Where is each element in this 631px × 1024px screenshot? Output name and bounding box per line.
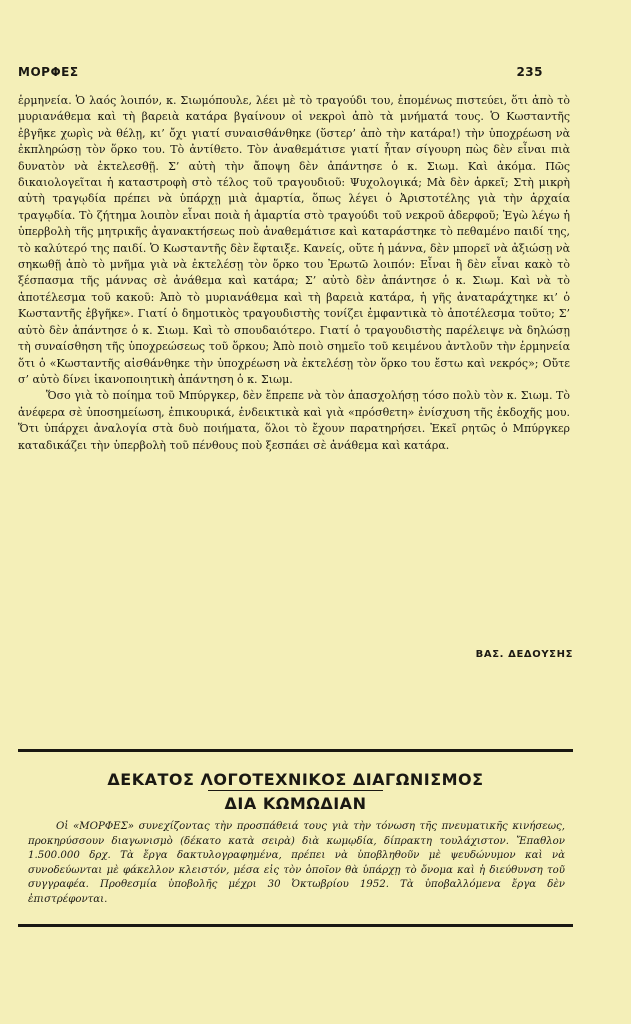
notice-title: ΔΕΚΑΤΟΣ ΛΟΓΟΤΕΧΝΙΚΟΣ ΔΙΑΓΩΝΙΣΜΟΣ: [107, 770, 484, 789]
page-number: 235: [516, 65, 543, 79]
page-header: [18, 65, 543, 79]
article-body: [18, 93, 570, 454]
notice-text: Οἱ «ΜΟΡΦΕΣ» συνεχίζοντας τὴν προσπάθειά τους γιὰ τὴν τόνωση τῆς πνευματικῆς κινήσεως, προκηρύσσουν διαγωνισμὸ (δέκατο κατὰ σειρὰ) διὰ κωμῳδία, δίπρακτη τουλάχιστον. Ἔπαθλον 1.500.000 δρχ. Τὰ ἔργα δακτυλογραφημένα, πρέπει νὰ ὑποβληθοῦν μὲ ψευδώνυμον καὶ νὰ συνοδεύωνται μὲ φάκελλον κλειστόν, μέσα εἰς τὸν ὁποῖον θὰ ὑπάρχῃ τὸ ὄνομα καὶ ἡ διεύθυνση τοῦ συγγραφέα. Προθεσμία ὑποβολῆς μέχρι 30 Ὀκτωβρίου 1952. Τὰ ὑποβαλλόμενα ἔργα δὲν ἐπιστρέφονται.: [28, 821, 565, 905]
article-paragraph: Ὅσο γιὰ τὸ ποίημα τοῦ Μπύργκερ, δὲν ἔπρεπε νὰ τὸν ἀπασχολήσῃ τόσο πολὺ τὸν κ. Σιωμ. Τὸ ἀνέφερα σὲ ὑποσημείωση, ἐπικουρικά, ἐνδεικτικὰ καὶ γιὰ «πρόσθετη» ἐνίσχυση τῆς ἐκδοχῆς μου. Ὅτι ὑπάρχει ἀναλογία στὰ δυὸ ποιήματα, ὅλοι τὸ ἔχουν παρατηρήσει. Ἐκεῖ ρητῶς ὁ Μπύργκερ καταδικάζει τὴν ὑπερβολὴ τοῦ πένθους ποὺ ξεσπάει σὲ ἀνάθεμα καὶ κατάρα.: [18, 389, 570, 452]
notice-subtitle: ΔΙΑ ΚΩΜΩΔΙΑΝ: [224, 794, 367, 813]
contest-notice: [18, 749, 573, 927]
journal-title: ΜΟΡΦΕΣ: [18, 65, 79, 79]
article-paragraph: ἑρμηνεία. Ὁ λαός λοιπόν, κ. Σιωμόπουλε, λέει μὲ τὸ τραγούδι του, ἐπομένως πιστεύει, ὅτι ἀπὸ τὸ μυριανάθεμα καὶ τὴ βαρειὰ κατάρα βγαίνουν οἱ νεκροὶ ἀπὸ τὰ μνήματά τους. Ὁ Κωσταντῆς ἐβγῆκε χωρὶς νὰ θέλῃ, κι’ ὄχι γιατί συναισθάνθηκε (ὕστερ’ ἀπὸ τὴν κατάρα!) τὴν ὑποχρέωση νὰ ἐκπληρώσῃ τὸν ὅρκο του. Τὸ ἀντίθετο. Τὸν ἀναθεμάτισε γιατί ἦταν σίγουρη πὼς δὲν εἶναι πιὰ δυνατὸν νὰ ἐκτελεσθῇ. Σ’ αὐτὴ τὴν ἄποψη δὲν ἀπάντησε ὁ κ. Σιωμ. Καὶ ἀκόμα. Πῶς δικαιολογεῖται ἡ καταστροφὴ στὸ τέλος τοῦ τραγουδιοῦ: Ψυχολογικά; Μὰ δὲν ἀρκεῖ; Στὴ μικρὴ αὐτὴ τραγῳδία πρέπει νὰ ὑπάρχῃ μιὰ ἁμαρτία, ὅπως λέγει ὁ Ἀριστοτέλης γιὰ τὴν ἀρχαία τραγῳδία. Τὸ ζήτημα λοιπὸν εἶναι ποιὰ ἡ ἁμαρτία στὸ τραγούδι τοῦ νεκροῦ ἀδερφοῦ; Ἐγὼ λέγω ἡ ὑπερβολὴ τῆς μητρικῆς ἀγανακτήσεως ποὺ ἀναθεμάτισε καὶ καταράστηκε τὸ πεθαμένο παιδί της, τὸ καλύτερό της παιδί. Ὁ Κωσταντῆς δὲν ἔφταιξε. Κανείς, οὔτε ἡ μάννα, δὲν μπορεῖ νὰ ἀξιώσῃ νὰ σηκωθῇ ἀπὸ τὸ μνῆμα γιὰ νὰ ἐκτελέσῃ τὸν ὅρκο του Ἐρωτῶ λοιπόν: Εἶναι ἢ δὲν εἶναι κακὸ τὸ ξέσπασμα τῆς μάννας σὲ ἀνάθεμα καὶ κατάρα; Σ’ αὐτὸ δὲν ἀπάντησε ὁ κ. Σιωμ. Καὶ νὰ τὸ ἀποτέλεσμα τοῦ κακοῦ: Ἀπὸ τὸ μυριανάθεμα καὶ τὴ βαρειὰ κατάρα, ἡ γῆς ἀναταράχτηκε κι’ ὁ Κωσταντῆς ἐβγῆκε». Γιατί ὁ δημοτικὸς τραγουδιστὴς τονίζει ἐμφαντικὰ τὸ ἀποτέλεσμα τοῦτο; Σ’ αὐτὸ δὲν ἀπάντησε ὁ κ. Σιωμ. Καὶ τὸ σπουδαιότερο. Γιατί ὁ τραγουδιστὴς παρέλειψε νὰ δηλώσῃ τὴ συναίσθηση τῆς ὑποχρεώσεως τοῦ ὅρκου; Ἀπὸ ποιὸ σημεῖο τοῦ κειμένου ἀντλοῦν τὴν ἑρμηνεία ὅτι ὁ «Κωσταντῆς αἰσθάνθηκε τὴν ὑποχρέωση νὰ ἐκτελέσῃ τὸν ὅρκο του ἔστω καὶ νεκρός»; Οὔτε σ’ αὐτὸ δίνει ἱκανοποιητικὴ ἀπάντηση ὁ κ. Σιωμ.: [18, 94, 570, 386]
author-signature: ΒΑΣ. ΔΕΔΟΥΣΗΣ: [475, 649, 573, 660]
notice-divider: [208, 790, 383, 791]
